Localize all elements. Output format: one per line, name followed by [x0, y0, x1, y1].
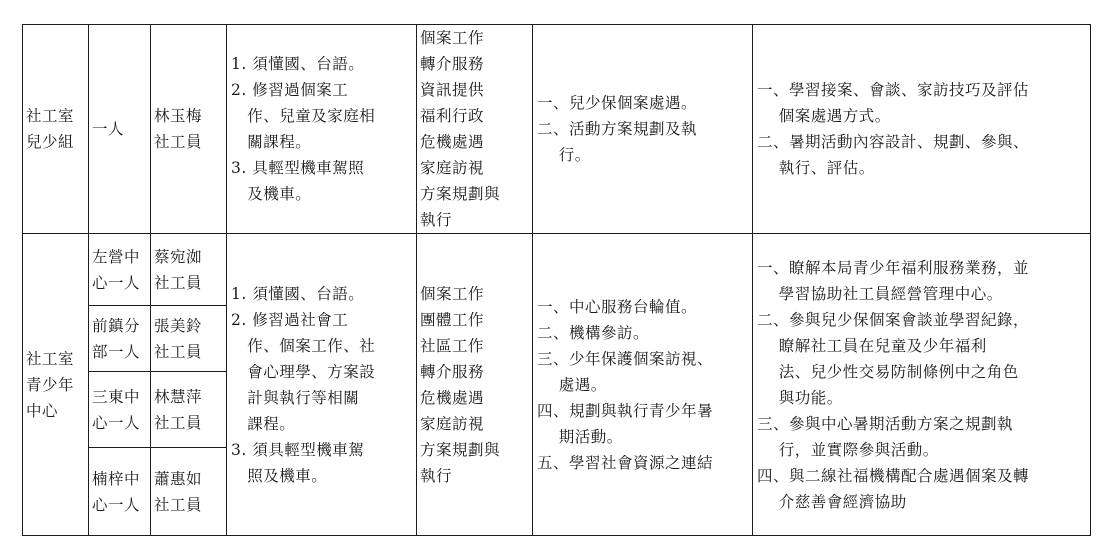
- work-items-cell: 個案工作 轉介服務 資訊提供 福利行政 危機處遇 家庭訪視 方案規劃與 執行: [417, 25, 533, 234]
- tasks-cell: 一、兒少保個案處遇。 二、活動方案規劃及執 行。: [533, 25, 753, 234]
- count-cell: 左營中 心一人: [89, 234, 151, 306]
- unit-cell: 社工室 青少年 中心: [23, 234, 89, 536]
- staff-cell: 蔡宛洳 社工員: [151, 234, 227, 306]
- table-row: [23, 25, 1091, 234]
- unit-cell: 社工室 兒少組: [23, 25, 89, 234]
- tasks-cell: 一、中心服務台輪值。 二、機構參訪。 三、少年保護個案訪視、 處遇。 四、規劃與執行青少年暑 期活動。 五、學習社會資源之連結: [533, 234, 753, 536]
- internship-table: [22, 24, 1091, 536]
- count-cell: 楠梓中 心一人: [89, 448, 151, 536]
- staff-cell: 蕭惠如 社工員: [151, 448, 227, 536]
- staff-cell: 林玉梅 社工員: [151, 25, 227, 234]
- table-row: [23, 234, 1091, 306]
- staff-cell: 林慧萍 社工員: [151, 372, 227, 448]
- count-cell: 前鎮分 部一人: [89, 306, 151, 372]
- staff-cell: 張美鈴 社工員: [151, 306, 227, 372]
- count-cell: 三東中 心一人: [89, 372, 151, 448]
- requirements-cell: 1. 須懂國、台語。 2. 修習過社會工 作、個案工作、社 會心理學、方案設 計與執行等相關 課程。 3. 須具輕型機車駕 照及機車。: [227, 234, 417, 536]
- work-items-cell: 個案工作 團體工作 社區工作 轉介服務 危機處遇 家庭訪視 方案規劃與 執行: [417, 234, 533, 536]
- requirements-cell: 1. 須懂國、台語。 2. 修習過個案工 作、兒童及家庭相 關課程。 3. 具輕型機車駕照 及機車。: [227, 25, 417, 234]
- count-cell: 一人: [89, 25, 151, 234]
- goals-cell: 一、學習接案、會談、家訪技巧及評估 個案處遇方式。 二、暑期活動內容設計、規劃、參與、 執行、評估。: [753, 25, 1091, 234]
- goals-cell: 一、瞭解本局青少年福利服務業務，並 學習協助社工員經營管理中心。 二、參與兒少保個案會談並學習紀錄， 瞭解社工員在兒童及少年福利 法、兒少性交易防制條例中之角色 與功能。 三、參與中心暑期活動方案之規劃執 行，並實際參與活動。 四、與二線社福機構配合處遇個案及轉 介慈善會經濟協助: [753, 234, 1091, 536]
